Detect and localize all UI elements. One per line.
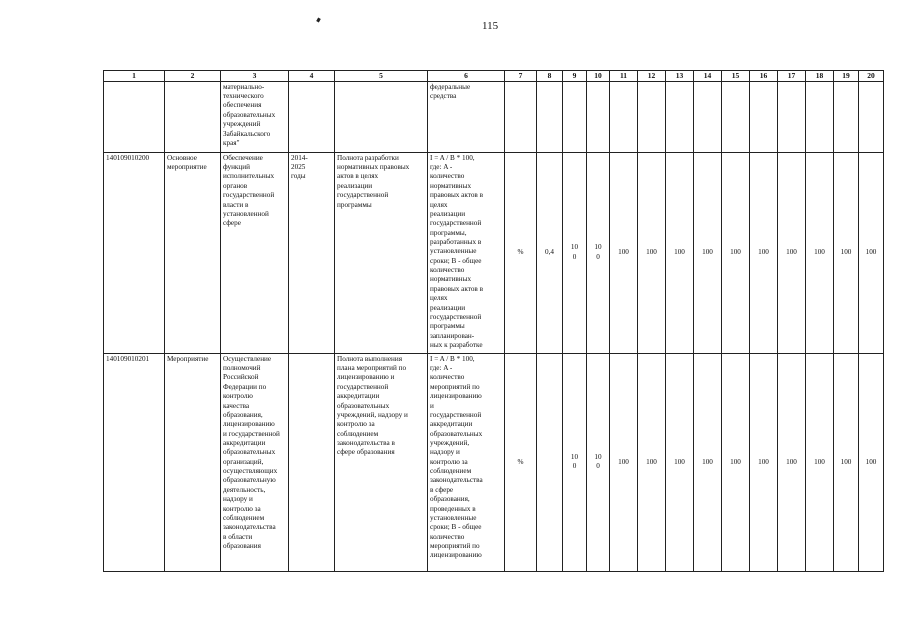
table-row bbox=[104, 152, 884, 353]
name-cell-line: деятельность, bbox=[223, 485, 266, 494]
value-cell: 100 bbox=[859, 353, 884, 571]
value-cell: 100 bbox=[610, 152, 638, 353]
column-header-4: 4 bbox=[289, 71, 335, 82]
formula-cell-line: количество bbox=[430, 172, 465, 181]
name-cell-line: лицензированию bbox=[223, 420, 275, 429]
formula-cell-line: нормативных bbox=[430, 181, 472, 190]
name-cell-line: аккредитации bbox=[223, 438, 266, 447]
name-cell-line: контролю bbox=[223, 392, 253, 401]
col10-cell-line: 10 bbox=[594, 243, 602, 252]
col10-cell bbox=[587, 152, 610, 353]
value-cell: 100 bbox=[806, 152, 834, 353]
header-row bbox=[104, 71, 884, 82]
name-cell-line: соблюдением bbox=[223, 513, 265, 522]
column-header-5: 5 bbox=[335, 71, 428, 82]
indicator-cell-line: лицензированию и bbox=[337, 373, 395, 382]
column-header-14: 14 bbox=[694, 71, 722, 82]
name-cell-line: учреждений bbox=[223, 120, 261, 129]
formula-cell-line: федеральные bbox=[430, 82, 471, 91]
formula-cell-line: количество bbox=[430, 532, 465, 541]
name-cell bbox=[221, 152, 289, 353]
indicator-cell-line: образовательных bbox=[337, 401, 390, 410]
column-header-2: 2 bbox=[165, 71, 221, 82]
formula-cell-line: средства bbox=[430, 92, 457, 101]
formula-cell-line: где: A - bbox=[430, 364, 453, 373]
column-header-11: 11 bbox=[610, 71, 638, 82]
formula-cell-line: лицензированию bbox=[430, 392, 482, 401]
formula-cell-line: целях bbox=[430, 200, 448, 209]
period-cell-line: годы bbox=[291, 172, 306, 181]
formula-cell bbox=[428, 152, 505, 353]
col9-cell bbox=[563, 353, 587, 571]
value-cell: 100 bbox=[638, 152, 666, 353]
name-cell-line: образования, bbox=[223, 410, 263, 419]
table-row bbox=[104, 353, 884, 571]
value-cell: 100 bbox=[610, 353, 638, 571]
column-header-10: 10 bbox=[587, 71, 610, 82]
type-cell: Мероприятие bbox=[165, 353, 221, 571]
value-cell: 100 bbox=[806, 353, 834, 571]
formula-cell-line: правовых актов в bbox=[430, 284, 483, 293]
indicator-cell-line: актов в целях bbox=[337, 172, 379, 181]
formula-cell-line: где: A - bbox=[430, 163, 453, 172]
formula-cell-line: мероприятий по bbox=[430, 382, 480, 391]
indicator-cell bbox=[335, 152, 428, 353]
name-cell-line: технического bbox=[223, 92, 264, 101]
value-cell bbox=[778, 81, 806, 152]
name-cell-line: образовательных bbox=[223, 448, 276, 457]
formula-cell-line: установленные bbox=[430, 513, 477, 522]
indicator-cell-line: реализации bbox=[337, 181, 373, 190]
name-cell-line: организаций, bbox=[223, 457, 264, 466]
formula-cell-line: программы bbox=[430, 322, 465, 331]
column-header-19: 19 bbox=[834, 71, 859, 82]
value-cell: 100 bbox=[722, 353, 750, 571]
base-value-cell bbox=[537, 81, 563, 152]
name-cell-line: контролю за bbox=[223, 504, 261, 513]
name-cell-line: органов bbox=[223, 181, 248, 190]
name-cell bbox=[221, 353, 289, 571]
indicator-table bbox=[103, 70, 884, 572]
indicator-cell-line: контролю за bbox=[337, 420, 375, 429]
col9-cell-line: 10 bbox=[570, 243, 579, 252]
formula-cell-line: образовательных bbox=[430, 429, 483, 438]
formula-cell-line: реализации bbox=[430, 209, 466, 218]
column-header-17: 17 bbox=[778, 71, 806, 82]
formula-cell-line: правовых актов в bbox=[430, 191, 483, 200]
formula-cell-line: ных к разработке bbox=[430, 340, 483, 349]
formula-cell-line: сроки; B - общее bbox=[430, 256, 482, 265]
page-number: 115 bbox=[482, 20, 499, 32]
name-cell-line: в области bbox=[223, 532, 253, 541]
formula-cell-line: мероприятий по bbox=[430, 541, 480, 550]
formula-cell-line: образования, bbox=[430, 495, 470, 504]
formula-cell-line: установленные bbox=[430, 247, 477, 256]
name-cell-line: законодательства bbox=[223, 523, 276, 532]
value-cell bbox=[722, 81, 750, 152]
column-header-3: 3 bbox=[221, 71, 289, 82]
name-cell bbox=[221, 81, 289, 152]
value-cell: 100 bbox=[666, 152, 694, 353]
period-cell bbox=[289, 152, 335, 353]
col10-cell bbox=[587, 353, 610, 571]
value-cell: 100 bbox=[694, 152, 722, 353]
name-cell-line: образования bbox=[223, 541, 261, 550]
name-cell-line: функций bbox=[223, 163, 250, 172]
name-cell-line: власти в bbox=[223, 200, 249, 209]
column-header-9: 9 bbox=[563, 71, 587, 82]
formula-cell-line: программы, bbox=[430, 228, 467, 237]
column-header-8: 8 bbox=[537, 71, 563, 82]
indicator-cell-line: Полнота разработки bbox=[337, 153, 399, 162]
value-cell: 100 bbox=[778, 152, 806, 353]
column-header-18: 18 bbox=[806, 71, 834, 82]
indicator-cell-line: аккредитации bbox=[337, 392, 380, 401]
column-header-7: 7 bbox=[505, 71, 537, 82]
formula-cell-line: лицензированию bbox=[430, 551, 482, 560]
col9-cell bbox=[563, 152, 587, 353]
value-cell bbox=[750, 81, 778, 152]
formula-cell-line: сроки; B - общее bbox=[430, 523, 482, 532]
formula-cell-line: количество bbox=[430, 373, 465, 382]
name-cell-line: исполнительных bbox=[223, 172, 275, 181]
unit-cell bbox=[505, 81, 537, 152]
column-header-13: 13 bbox=[666, 71, 694, 82]
indicator-cell bbox=[335, 81, 428, 152]
name-cell-line: Российской bbox=[223, 373, 259, 382]
formula-cell-line: проведенных в bbox=[430, 504, 476, 513]
column-header-6: 6 bbox=[428, 71, 505, 82]
formula-cell-line: государственной bbox=[430, 312, 482, 321]
name-cell-line: надзору и bbox=[223, 495, 253, 504]
indicator-cell-line: соблюдением bbox=[337, 429, 379, 438]
type-cell: Основное мероприятие bbox=[165, 152, 221, 353]
formula-cell-line: контролю за bbox=[430, 457, 468, 466]
name-cell-line: обеспечения bbox=[223, 101, 262, 110]
period-cell bbox=[289, 81, 335, 152]
indicator-cell-line: нормативных правовых bbox=[337, 163, 410, 172]
code-cell: 140109010200 bbox=[104, 152, 165, 353]
name-cell-line: Федерации по bbox=[223, 382, 267, 391]
col9-cell-line: 0 bbox=[572, 252, 577, 261]
value-cell: 100 bbox=[638, 353, 666, 571]
period-cell bbox=[289, 353, 335, 571]
column-header-15: 15 bbox=[722, 71, 750, 82]
name-cell-line: Обеспечение bbox=[223, 153, 263, 162]
column-header-12: 12 bbox=[638, 71, 666, 82]
name-cell-line: Забайкальского bbox=[223, 129, 271, 138]
indicator-cell-line: законодательства в bbox=[337, 438, 395, 447]
formula-cell-line: государственной bbox=[430, 219, 482, 228]
column-header-16: 16 bbox=[750, 71, 778, 82]
name-cell-line: осуществляющих bbox=[223, 467, 278, 476]
formula-cell-line: и bbox=[430, 401, 434, 410]
formula-cell-line: запланирован- bbox=[430, 331, 475, 340]
period-cell-line: 2025 bbox=[291, 163, 306, 172]
indicator-cell-line: Полнота выполнения bbox=[337, 354, 403, 363]
column-header-1: 1 bbox=[104, 71, 165, 82]
name-cell-line: Осуществление bbox=[223, 354, 272, 363]
value-cell bbox=[638, 81, 666, 152]
indicator-cell-line: плана мероприятий по bbox=[337, 364, 407, 373]
formula-cell bbox=[428, 81, 505, 152]
value-cell bbox=[610, 81, 638, 152]
name-cell-line: сфере bbox=[223, 219, 241, 228]
indicator-cell-line: учреждений, надзору и bbox=[337, 410, 408, 419]
base-value-cell bbox=[537, 353, 563, 571]
column-header-20: 20 bbox=[859, 71, 884, 82]
formula-cell-line: учреждений, bbox=[430, 438, 470, 447]
base-value-cell: 0,4 bbox=[537, 152, 563, 353]
name-cell-line: государственной bbox=[223, 191, 275, 200]
col10-cell-line: 0 bbox=[596, 252, 600, 261]
value-cell bbox=[694, 81, 722, 152]
value-cell: 100 bbox=[778, 353, 806, 571]
indicator-cell-line: государственной bbox=[337, 191, 389, 200]
formula-cell-line: I = A / B * 100, bbox=[430, 153, 475, 162]
value-cell bbox=[859, 81, 884, 152]
col10-cell-line: 0 bbox=[596, 462, 600, 471]
formula-cell-line: надзору и bbox=[430, 448, 460, 457]
indicator-cell-line: государственной bbox=[337, 382, 389, 391]
name-cell-line: полномочий bbox=[223, 364, 261, 373]
name-cell-line: края" bbox=[223, 138, 240, 147]
value-cell: 100 bbox=[750, 152, 778, 353]
formula-cell-line: целях bbox=[430, 294, 448, 303]
formula-cell-line: I = A / B * 100, bbox=[430, 354, 475, 363]
formula-cell-line: реализации bbox=[430, 303, 466, 312]
formula-cell-line: в сфере bbox=[430, 485, 454, 494]
col10-cell bbox=[587, 81, 610, 152]
formula-cell-line: аккредитации bbox=[430, 420, 473, 429]
formula-cell-line: государственной bbox=[430, 410, 482, 419]
value-cell: 100 bbox=[859, 152, 884, 353]
code-cell bbox=[104, 81, 165, 152]
indicator-cell-line: программы bbox=[337, 200, 372, 209]
value-cell bbox=[806, 81, 834, 152]
name-cell-line: и государственной bbox=[223, 429, 280, 438]
code-cell: 140109010201 bbox=[104, 353, 165, 571]
indicator-cell bbox=[335, 353, 428, 571]
formula-cell-line: соблюдением bbox=[430, 467, 472, 476]
name-cell-line: установленной bbox=[223, 209, 269, 218]
value-cell bbox=[834, 81, 859, 152]
table-body bbox=[104, 81, 884, 571]
type-cell bbox=[165, 81, 221, 152]
unit-cell: % bbox=[505, 152, 537, 353]
value-cell: 100 bbox=[834, 353, 859, 571]
value-cell: 100 bbox=[694, 353, 722, 571]
indicator-cell-line: сфере образования bbox=[337, 448, 395, 457]
col9-cell-line: 0 bbox=[572, 462, 577, 471]
value-cell: 100 bbox=[834, 152, 859, 353]
scan-speck bbox=[316, 18, 321, 23]
formula-cell-line: нормативных bbox=[430, 275, 472, 284]
name-cell-line: материально- bbox=[223, 82, 265, 91]
value-cell: 100 bbox=[750, 353, 778, 571]
name-cell-line: образовательных bbox=[223, 110, 276, 119]
col9-cell bbox=[563, 81, 587, 152]
formula-cell-line: разработанных в bbox=[430, 237, 482, 246]
name-cell-line: образовательную bbox=[223, 476, 276, 485]
formula-cell-line: законодательства bbox=[430, 476, 483, 485]
unit-cell: % bbox=[505, 353, 537, 571]
col9-cell-line: 10 bbox=[570, 452, 579, 461]
value-cell bbox=[666, 81, 694, 152]
table-row bbox=[104, 81, 884, 152]
col10-cell-line: 10 bbox=[594, 452, 602, 461]
formula-cell-line: количество bbox=[430, 266, 465, 275]
value-cell: 100 bbox=[666, 353, 694, 571]
formula-cell bbox=[428, 353, 505, 571]
period-cell-line: 2014- bbox=[291, 153, 308, 162]
name-cell-line: качества bbox=[223, 401, 250, 410]
value-cell: 100 bbox=[722, 152, 750, 353]
